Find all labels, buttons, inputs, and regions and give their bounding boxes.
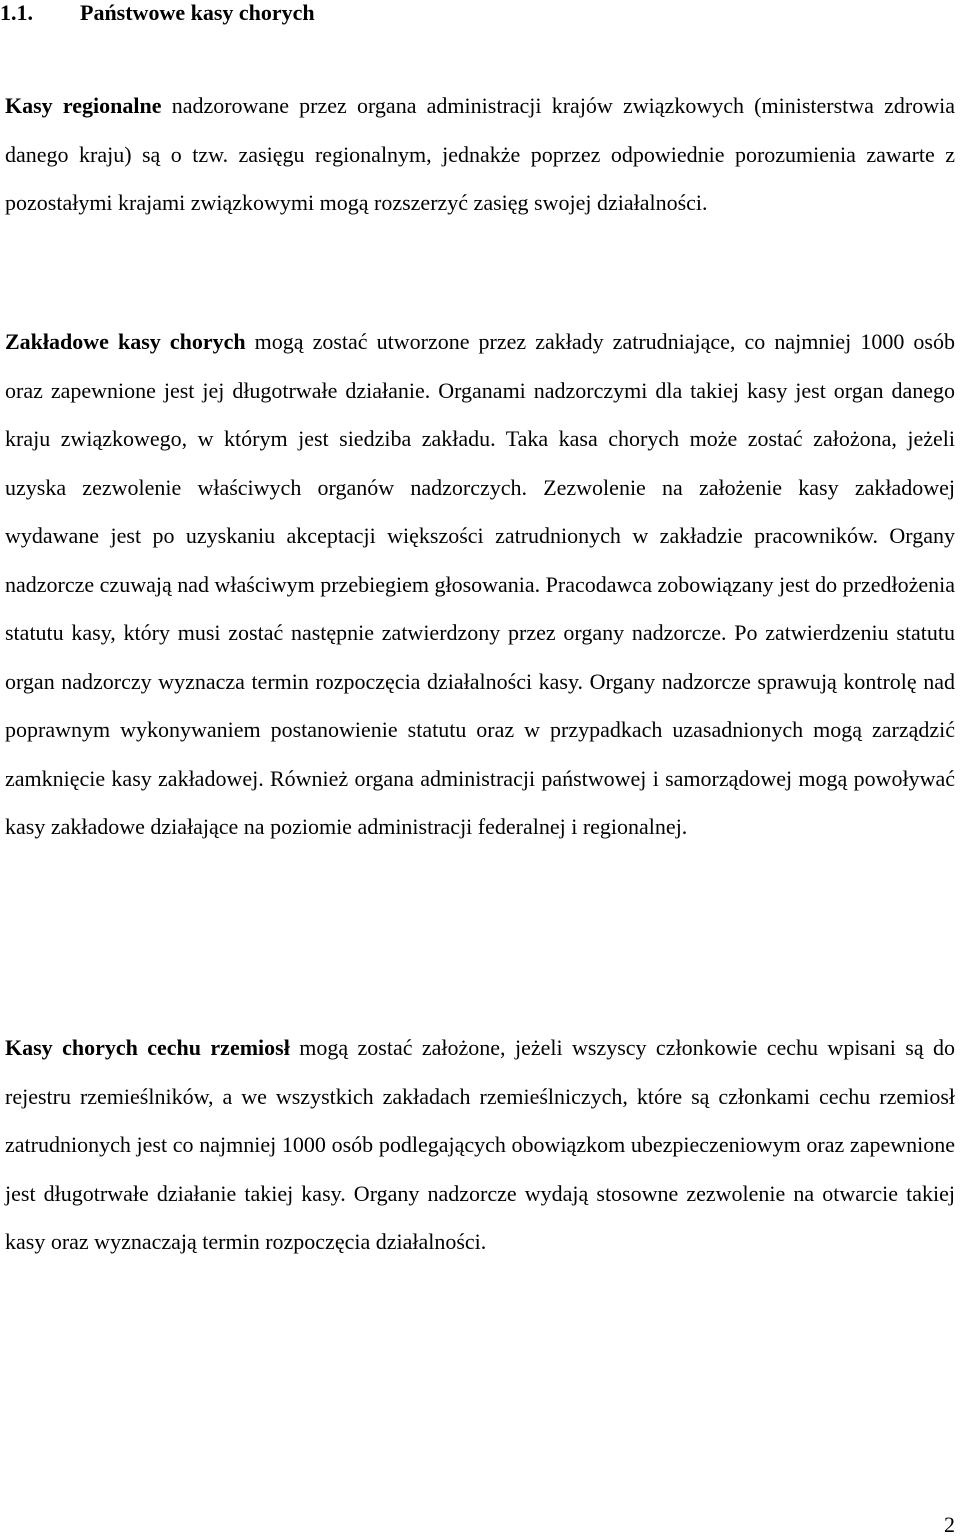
paragraph-regional-funds (5, 82, 955, 228)
paragraph-body: mogą zostać założone, jeżeli wszyscy członkowie cechu wpisani są do rejestru rzemieślników, a we wszystkich zakładach rzemieślniczych, które są członkami cechu rzemiosł zatrudnionych jest co najmniej 1000 osób podlegających obowiązkom ubezpieczeniowym oraz zapewnione jest długotrwałe działanie takiej kasy. Organy nadzorcze wydają stosowne zezwolenie na otwarcie takiej kasy oraz wyznaczają termin rozpoczęcia działalności. (5, 1035, 956, 1254)
page-number: 2 (944, 1512, 955, 1537)
paragraph-body: mogą zostać utworzone przez zakłady zatrudniające, co najmniej 1000 osób oraz zapewnione jest jej długotrwałe działanie. Organami nadzorczymi dla takiej kasy jest organ danego kraju związkowego, w którym jest siedziba zakładu. Taka kasa chorych może zostać założona, jeżeli uzyska zezwolenie właściwych organów nadzorczych. Zezwolenie na założenie kasy zakładowej wydawane jest po uzyskaniu akceptacji większości zatrudnionych w zakładzie pracowników. Organy nadzorcze czuwają nad właściwym przebiegiem głosowania. Pracodawca zobowiązany jest do przedłożenia statutu kasy, który musi zostać następnie zatwierdzony przez organy nadzorcze. Po zatwierdzeniu statutu organ nadzorczy wyznacza termin rozpoczęcia działalności kasy. Organy nadzorcze sprawują kontrolę nad poprawnym wykonywaniem postanowienie statutu oraz w przypadkach uzasadnionych mogą zarządzić zamknięcie kasy zakładowej. Również organa administracji państwowej i samorządowej mogą powoływać kasy zakładowe działające na poziomie administracji federalnej i regionalnej. (5, 329, 955, 839)
paragraph-lead-term: Kasy regionalne (5, 93, 162, 118)
paragraph-company-funds (5, 318, 955, 852)
paragraph-body: nadzorowane przez organa administracji krajów związkowych (ministerstwa zdrowia danego kraju) są o tzw. zasięgu regionalnym, jednakże poprzez odpowiednie porozumienia zawarte z pozostałymi krajami związkowymi mogą rozszerzyć zasięg swojej działalności. (5, 93, 956, 215)
paragraph-craft-guild-funds (5, 1024, 955, 1267)
section-title: Państwowe kasy chorych (80, 0, 315, 25)
paragraph-lead-term: Zakładowe kasy chorych (5, 329, 246, 354)
paragraph-lead-term: Kasy chorych cechu rzemiosł (5, 1035, 290, 1060)
section-number: 1.1. (0, 0, 33, 25)
section-heading (0, 0, 315, 26)
